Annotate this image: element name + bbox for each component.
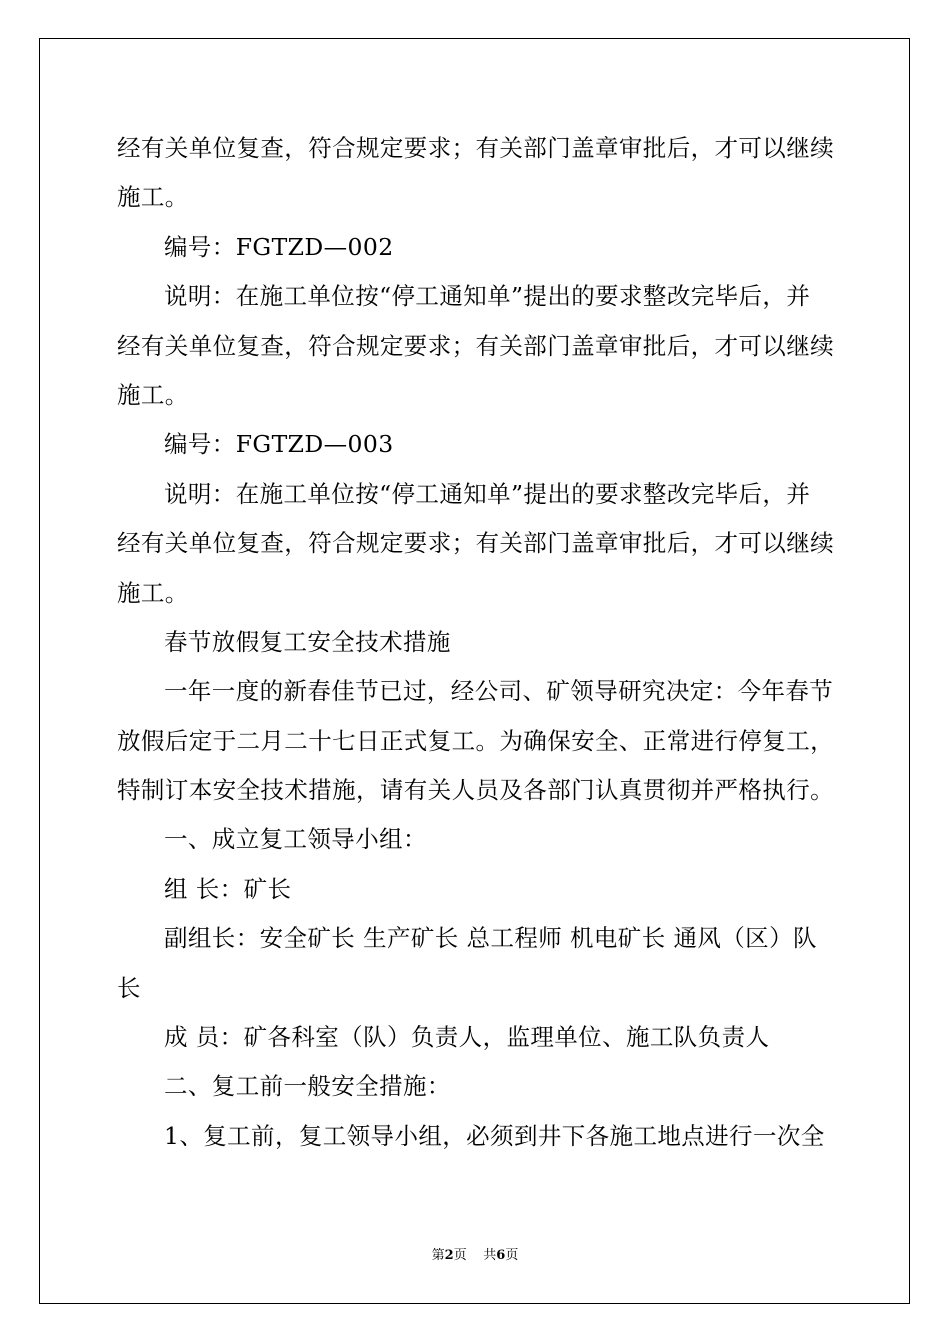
text-line: 成 员：矿各科室（队）负责人，监理单位、施工队负责人: [164, 1023, 770, 1052]
total-suffix: 页: [505, 1248, 519, 1263]
text-line: 说明：在施工单位按“停工通知单”提出的要求整改完毕后，并: [164, 479, 811, 508]
document-body: [117, 124, 837, 1161]
page-prefix: 第: [431, 1248, 445, 1263]
text-line: 施工。: [117, 183, 189, 212]
text-line: 放假后定于二月二十七日正式复工。为确保安全、正常进行停复工，: [117, 726, 834, 755]
text-line: 二、复工前一般安全措施：: [164, 1072, 451, 1101]
text-line: 1、复工前，复工领导小组，必须到井下各施工地点进行一次全: [164, 1121, 825, 1150]
page-suffix: 页: [453, 1248, 467, 1263]
text-line: 一、成立复工领导小组：: [164, 825, 427, 854]
text-line: 施工。: [117, 380, 189, 409]
text-line: 长: [117, 973, 141, 1002]
text-line: 说明：在施工单位按“停工通知单”提出的要求整改完毕后，并: [164, 282, 811, 311]
page-number: 2: [444, 1248, 454, 1263]
text-line: 组 长：矿长: [164, 874, 292, 903]
total-prefix: 共: [483, 1248, 497, 1263]
text-line: 施工。: [117, 578, 189, 607]
text-line: 一年一度的新春佳节已过，经公司、矿领导研究决定：今年春节: [164, 677, 834, 706]
text-line: 经有关单位复查，符合规定要求；有关部门盖章审批后，才可以继续: [117, 529, 834, 558]
text-line: 春节放假复工安全技术措施: [164, 627, 451, 656]
text-line: 经有关单位复查，符合规定要求；有关部门盖章审批后，才可以继续: [117, 331, 834, 360]
text-line: 编号：FGTZD—002: [164, 232, 394, 261]
text-line: 编号：FGTZD—003: [164, 430, 394, 459]
text-line: 特制订本安全技术措施，请有关人员及各部门认真贯彻并严格执行。: [117, 776, 834, 805]
text-line: 副组长：安全矿长 生产矿长 总工程师 机电矿长 通风（区）队: [164, 924, 817, 953]
total-pages: 6: [496, 1248, 506, 1263]
page-footer: [0, 1246, 950, 1266]
text-line: 经有关单位复查，符合规定要求；有关部门盖章审批后，才可以继续: [117, 134, 834, 162]
